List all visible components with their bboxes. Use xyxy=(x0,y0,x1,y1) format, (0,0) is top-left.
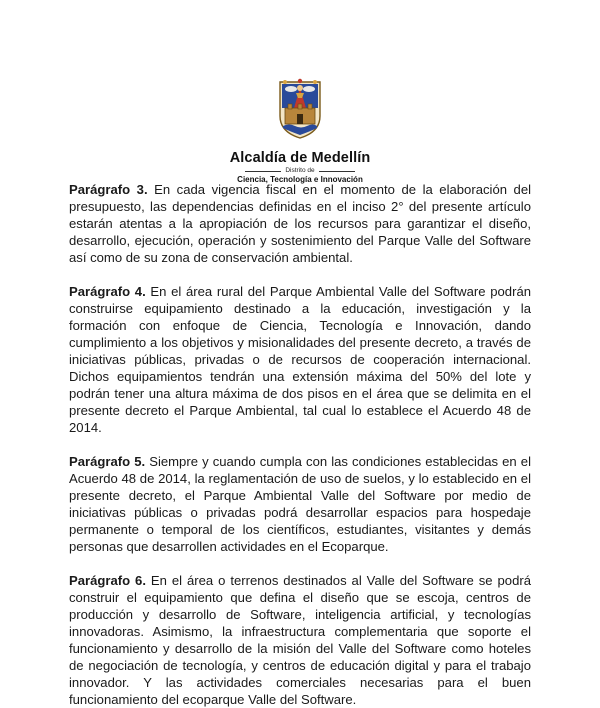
paragraph-text: Siempre y cuando cumpla con las condiciones establecidas en el Acuerdo 48 de 2014, la reglamentación de uso de suelos, y lo establecido en el presente decreto, el Parque Ambiental Valle del Software por medio de iniciativas públicas o privadas podrá desarrollar espacios para hospedaje permanente o temporal de los científicos, estudiantes, visitantes y demás personas que desarrollen actividades en el Ecoparque. xyxy=(69,454,531,554)
document-body xyxy=(69,181,531,708)
paragraph-5 xyxy=(69,453,531,555)
paragraph-4 xyxy=(69,283,531,436)
divider xyxy=(245,171,281,172)
paragraph-text: En cada vigencia fiscal en el momento de la elaboración del presupuesto, las dependencias definidas en el inciso 2° del presente artículo estarán atentas a la apropiación de los recursos para garantizar el diseño, desarrollo, ejecución, operación y sostenimiento del Parque Valle del Software así como de su zona de conservación ambiental. xyxy=(69,182,532,265)
paragraph-label: Parágrafo 5. xyxy=(69,454,146,469)
department-name: Ciencia, Tecnología e Innovación xyxy=(237,175,363,184)
paragraph-6 xyxy=(69,572,531,708)
district-label: Distrito de xyxy=(285,167,315,174)
letterhead xyxy=(0,78,600,185)
paragraph-label: Parágrafo 6. xyxy=(69,573,146,588)
paragraph-3 xyxy=(69,181,531,266)
org-name: Alcaldía de Medellín xyxy=(229,150,371,166)
divider xyxy=(319,171,355,172)
paragraph-label: Parágrafo 4. xyxy=(69,284,146,299)
district-line xyxy=(245,167,354,175)
paragraph-label: Parágrafo 3. xyxy=(69,182,148,197)
paragraph-text: En el área rural del Parque Ambiental Valle del Software podrán construirse equipamiento destinado a la educación, investigación y la formación con enfoque de Ciencia, Tecnología e Innovación, dando cumplimiento a los objetivos y misionalidades del presente decreto, a través de iniciativas públicas, privadas o de recursos de cooperación internacional. Dichos equipamientos tendrán una extensión máxima del 50% del lote y podrán tener una altura máxima de dos pisos en el área que se delimita en el presente decreto el Parque Ambiental, tal cual lo establece el Acuerdo 48 de 2014. xyxy=(69,284,532,435)
city-coat-of-arms-icon xyxy=(277,78,323,140)
paragraph-text: En el área o terrenos destinados al Valle del Software se podrá construir el equipamiento que defina el diseño que se escoja, centros de producción y desarrollo de Software, inteligencia artificial, y tecnologías innovadoras. Asimismo, la infraestructura complementaria que soporte el funcionamiento y desarrollo de la misión del Valle del Software como hoteles de negociación de tecnología, y centros de educación digital y para el trabajo innovador. Y las actividades comerciales necesarias para el buen funcionamiento del ecoparque Valle del Software. xyxy=(69,573,532,707)
